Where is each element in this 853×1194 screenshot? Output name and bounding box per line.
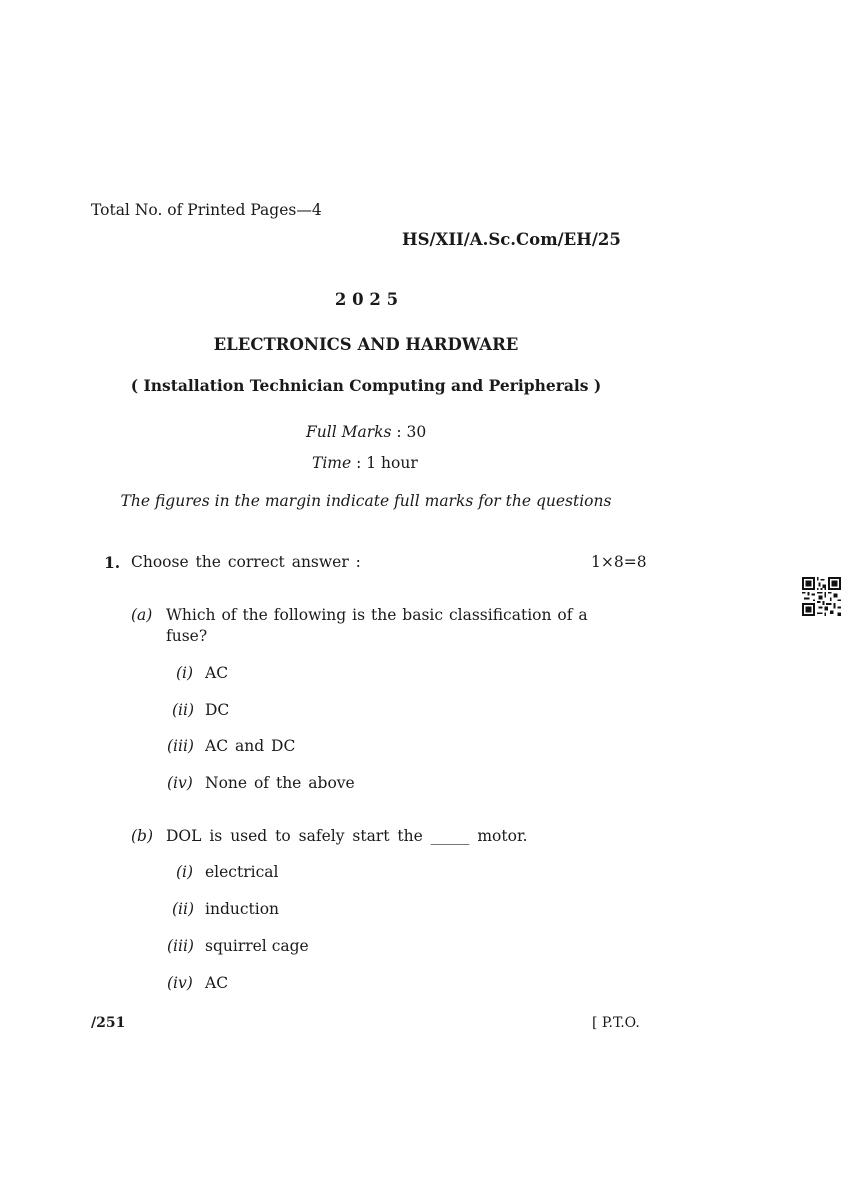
part-b-option-label: (iii) <box>167 937 194 955</box>
question-marks: 1×8=8 <box>591 553 647 571</box>
part-a-text-line2: fuse? <box>166 627 208 645</box>
part-a-label: (a) <box>131 606 153 624</box>
part-b-option-label: (ii) <box>172 900 195 918</box>
part-a-option-label: (i) <box>176 664 194 682</box>
time-value: : 1 hour <box>351 454 418 472</box>
qr-code-icon <box>802 577 841 616</box>
part-a-option-label: (iii) <box>167 737 194 755</box>
part-a-text-line1: Which of the following is the basic classification of a <box>166 606 588 624</box>
part-b-label: (b) <box>131 827 154 845</box>
part-b-option-text: AC <box>205 974 229 992</box>
part-b-text: DOL is used to safely start the _____ motor. <box>166 827 528 845</box>
time-allowed <box>312 454 418 472</box>
paper-code: HS/XII/A.Sc.Com/EH/25 <box>402 230 621 249</box>
part-b-option-label: (iv) <box>167 974 193 992</box>
footer-pto: [ P.T.O. <box>592 1015 640 1031</box>
part-a-option-label: (ii) <box>172 701 195 719</box>
full-marks <box>306 423 426 441</box>
part-b-option-text: induction <box>205 900 280 918</box>
part-b-option-label: (i) <box>176 863 194 881</box>
exam-year: 2 0 2 5 <box>334 290 399 309</box>
question-number: 1. <box>104 553 121 572</box>
full-marks-label: Full Marks <box>306 423 392 441</box>
part-a-option-text: None of the above <box>205 774 355 792</box>
time-label: Time <box>312 454 352 472</box>
full-marks-value: : 30 <box>391 423 427 441</box>
part-b-option-text: electrical <box>205 863 279 881</box>
footer-code: /251 <box>91 1015 126 1031</box>
instruction-line: The figures in the margin indicate full marks for the questions <box>120 492 612 510</box>
part-a-option-label: (iv) <box>167 774 193 792</box>
printed-pages-note: Total No. of Printed Pages—4 <box>91 201 322 219</box>
part-a-option-text: AC <box>205 664 229 682</box>
part-b-option-text: squirrel cage <box>205 937 309 955</box>
subject-title: ELECTRONICS AND HARDWARE <box>213 335 519 354</box>
question-text: Choose the correct answer : <box>131 553 361 571</box>
part-a-option-text: DC <box>205 701 230 719</box>
part-a-option-text: AC and DC <box>205 737 296 755</box>
subject-subtitle: ( Installation Technician Computing and Peripherals ) <box>130 376 602 395</box>
